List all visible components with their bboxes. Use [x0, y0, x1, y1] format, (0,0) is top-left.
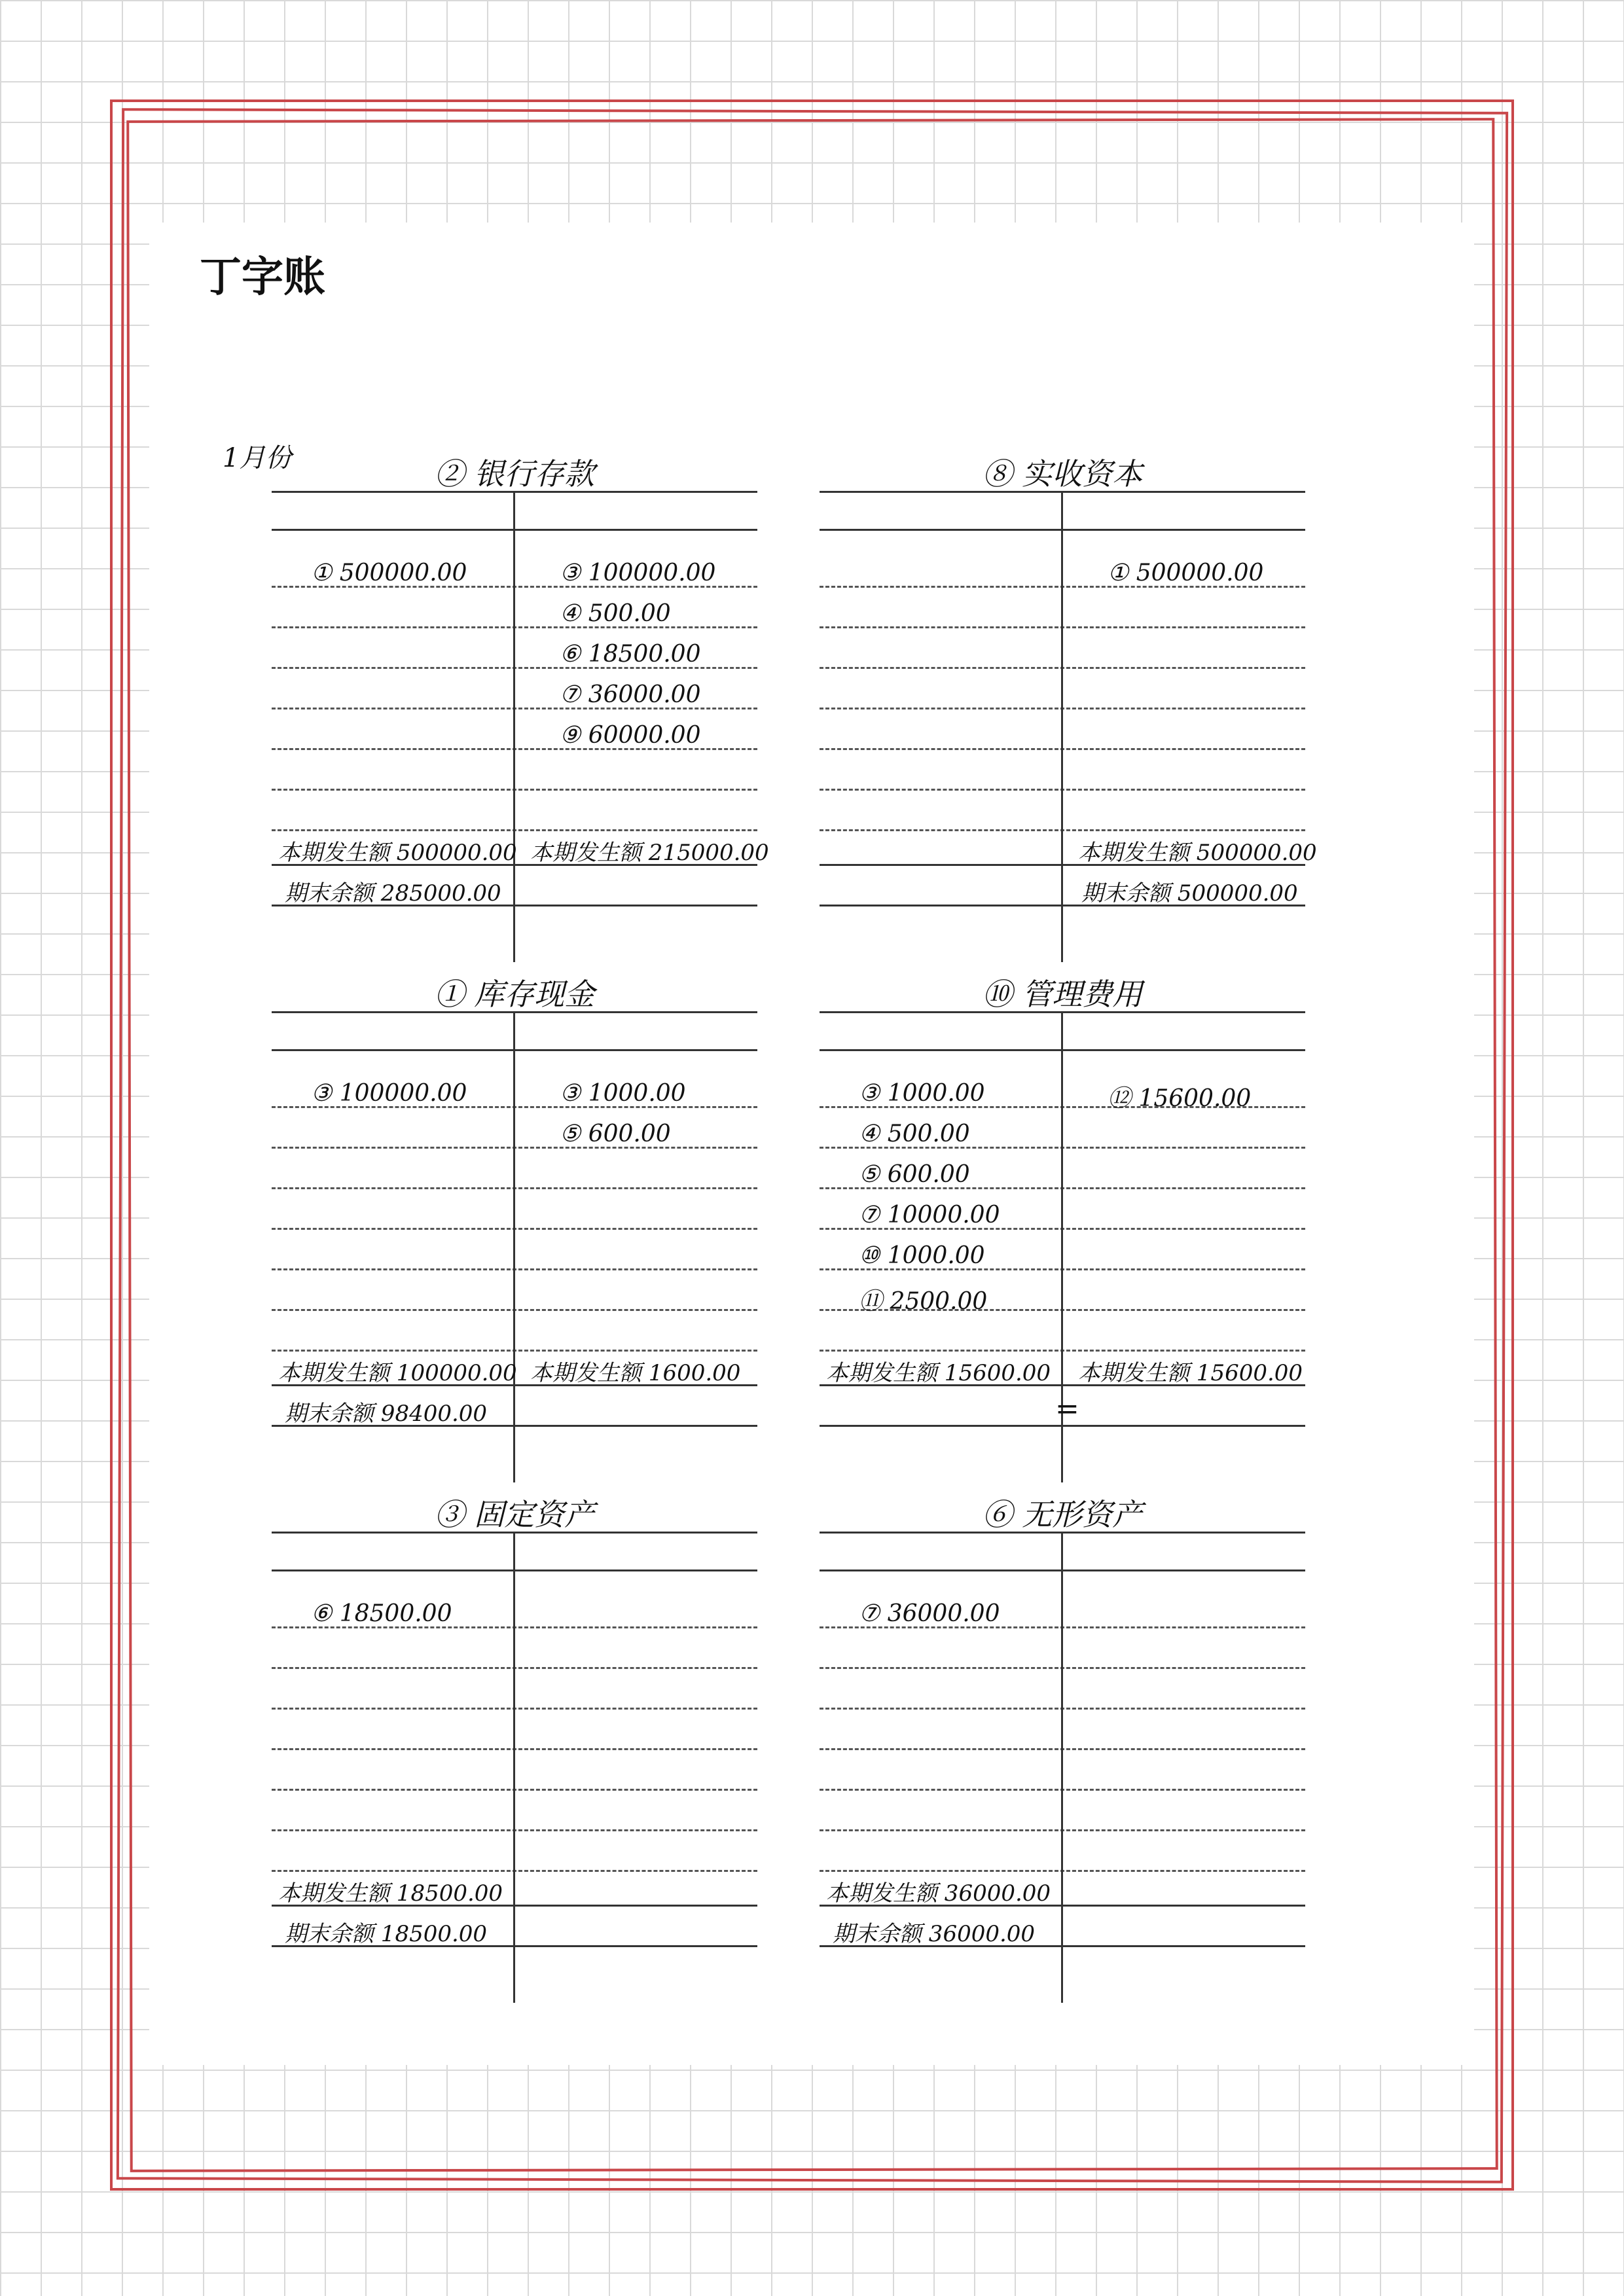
- credit-entry: ⑦ 36000.00: [560, 681, 701, 708]
- debit-ending-balance: 期末余额 285000.00: [285, 880, 501, 906]
- credit-entry: ⑨ 60000.00: [560, 722, 701, 749]
- debit-entry: ⑦ 10000.00: [859, 1202, 1000, 1229]
- credit-period-total: 本期发生额 15600.00: [1078, 1360, 1303, 1386]
- t-account-title: ② 银行存款: [434, 456, 595, 492]
- zero-balance-mark: =: [1055, 1392, 1079, 1426]
- credit-period-total: 本期发生额 1600.00: [530, 1360, 741, 1386]
- month-label: 1月份: [223, 443, 292, 473]
- credit-entry: ⑥ 18500.00: [560, 641, 701, 668]
- t-account-title: ③ 固定资产: [434, 1497, 595, 1532]
- debit-entry: ③ 1000.00: [859, 1080, 985, 1107]
- credit-entry: ① 500000.00: [1108, 560, 1264, 586]
- debit-period-total: 本期发生额 500000.00: [278, 840, 517, 866]
- credit-entry: ⑤ 600.00: [560, 1121, 671, 1147]
- debit-entry: ⑦ 36000.00: [859, 1600, 1000, 1627]
- t-account-divider: [513, 491, 515, 962]
- credit-entry: ③ 1000.00: [560, 1080, 686, 1107]
- t-account-2: [820, 456, 1317, 962]
- t-account-divider: [513, 1532, 515, 2003]
- debit-period-total: 本期发生额 100000.00: [278, 1360, 517, 1386]
- debit-entry: ① 500000.00: [311, 560, 467, 586]
- debit-entry: ⑪ 2500.00: [859, 1288, 988, 1315]
- t-account-title: ⑩ 管理费用: [982, 977, 1143, 1012]
- debit-entry: ④ 500.00: [859, 1121, 970, 1147]
- debit-ending-balance: 期末余额 18500.00: [285, 1921, 488, 1947]
- t-account-title: ⑥ 无形资产: [982, 1497, 1143, 1532]
- t-account-3: [272, 978, 757, 1482]
- t-account-divider: [1061, 1532, 1063, 2003]
- debit-ending-balance: 期末余额 98400.00: [285, 1401, 488, 1427]
- t-account-4: [820, 978, 1305, 1482]
- credit-ending-balance: 期末余额 500000.00: [1081, 880, 1298, 906]
- page-title: 丁字账: [200, 253, 325, 302]
- debit-period-total: 本期发生额 18500.00: [278, 1880, 503, 1907]
- credit-period-total: 本期发生额 215000.00: [530, 840, 769, 866]
- t-account-divider: [1061, 491, 1063, 962]
- debit-period-total: 本期发生额 36000.00: [826, 1880, 1051, 1907]
- debit-entry: ⑩ 1000.00: [859, 1242, 985, 1269]
- t-account-1: [272, 456, 769, 962]
- debit-entry: ⑥ 18500.00: [311, 1600, 452, 1627]
- debit-entry: ⑤ 600.00: [859, 1161, 970, 1188]
- debit-entry: ③ 100000.00: [311, 1080, 467, 1107]
- debit-ending-balance: 期末余额 36000.00: [833, 1921, 1036, 1947]
- credit-entry: ⑫ 15600.00: [1108, 1085, 1252, 1112]
- t-account-5: [272, 1499, 757, 2003]
- t-account-divider: [513, 1011, 515, 1482]
- credit-entry: ④ 500.00: [560, 600, 671, 627]
- t-account-title: ⑧ 实收资本: [982, 456, 1143, 492]
- t-account-title: ① 库存现金: [434, 977, 595, 1012]
- credit-period-total: 本期发生额 500000.00: [1078, 840, 1317, 866]
- debit-period-total: 本期发生额 15600.00: [826, 1360, 1051, 1386]
- t-account-6: [820, 1499, 1305, 2003]
- credit-entry: ③ 100000.00: [560, 560, 716, 586]
